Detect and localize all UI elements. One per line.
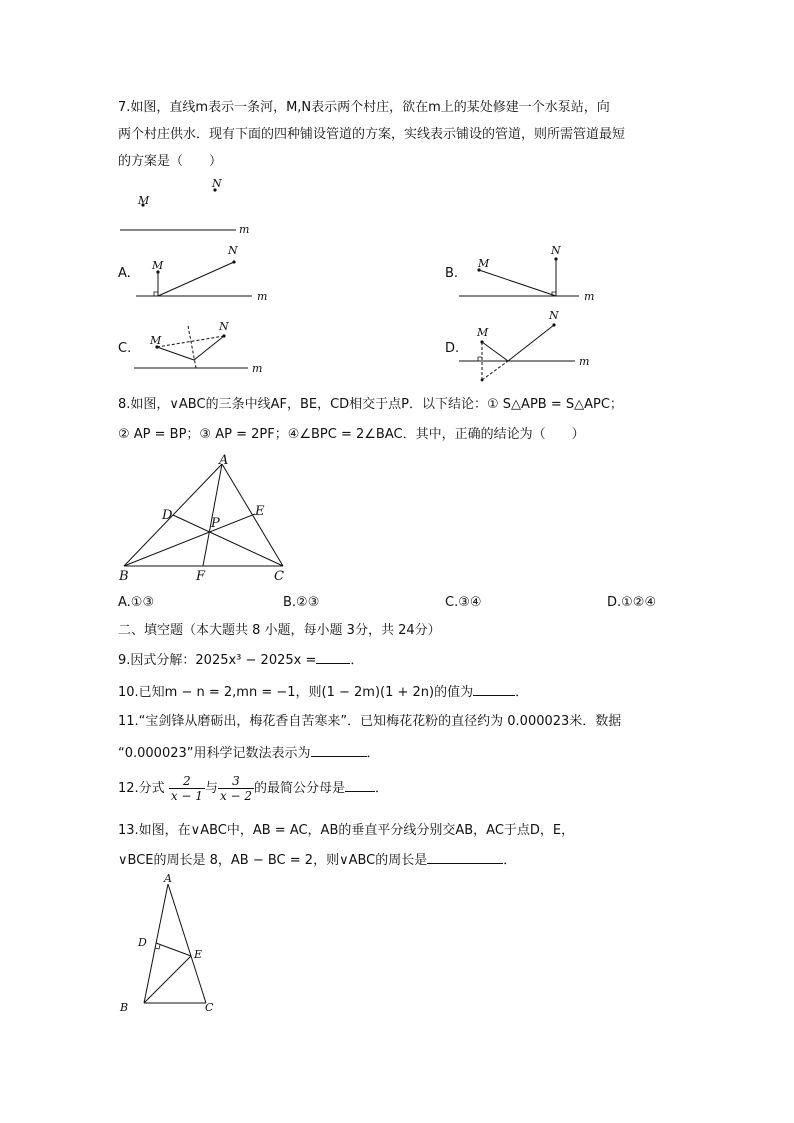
- q8-option-b: B.②③: [283, 595, 320, 610]
- q8-option-a: A.①③: [118, 595, 155, 610]
- q8-triangle-figure: [118, 450, 298, 590]
- svg-text:F: F: [196, 569, 206, 584]
- q12: 12.分式 $\frac{2}{x - 1}$ 与 $\frac{3}{x - 2}$ 的最简公分母是 ．: [118, 774, 389, 803]
- q13-line2: ∨BCE的周长是 8，AB − BC = 2，则∨ABC的周长是 ．: [118, 850, 516, 870]
- svg-text:m: m: [584, 290, 595, 303]
- q7-option-b: B.: [445, 266, 459, 281]
- svg-text:N: N: [228, 244, 238, 257]
- answer-blank[interactable]: [311, 743, 367, 757]
- fraction-1: $\frac{2}{x - 1}$: [170, 774, 203, 803]
- q7-figure-c: [130, 316, 270, 376]
- svg-text:D: D: [138, 936, 147, 949]
- q7-line2: 两个村庄供水．现有下面的四种铺设管道的方案，实线表示铺设的管道，则所需管道最短: [118, 127, 626, 142]
- svg-text:N: N: [219, 320, 229, 333]
- svg-text:C: C: [274, 569, 284, 584]
- q11-line1: 11.“宝剑锋从磨砺出，梅花香自苦寒来”．已知梅花花粉的直径约为 0.000023米．数据: [118, 714, 622, 729]
- q7-figure-a: [130, 243, 270, 303]
- label-m: m: [239, 223, 250, 236]
- answer-blank[interactable]: [345, 778, 375, 792]
- q8-option-d: D.①②④: [607, 595, 657, 610]
- q11-line2: “0.000023”用科学记数法表示为 ．: [118, 743, 380, 763]
- svg-text:A: A: [164, 872, 172, 885]
- answer-blank[interactable]: [427, 850, 503, 864]
- q7-figure-d: [455, 309, 595, 384]
- q7-line1: 7.如图，直线m表示一条河，M,N表示两个村庄，欲在m上的某处修建一个水泵站，向: [118, 100, 610, 115]
- fraction-2: $\frac{3}{x - 2}$: [219, 774, 253, 803]
- svg-text:A: A: [219, 453, 229, 468]
- q13-triangle-figure: [118, 872, 228, 1022]
- svg-text:m: m: [257, 290, 268, 303]
- q13-line1: 13.如图，在∨ABC中，AB = AC，AB的垂直平分线分别交AB，AC于点D，E，: [118, 823, 575, 838]
- svg-text:B: B: [119, 569, 129, 584]
- q8-option-c: C.③④: [445, 595, 482, 610]
- section-2-heading: 二、填空题（本大题共 8 小题，每小题 3分，共 24分）: [118, 623, 441, 638]
- q8-line1: 8.如图，∨ABC的三条中线AF，BE，CD相交于点P．以下结论：① S△APB = S△APC；: [118, 397, 623, 412]
- answer-blank[interactable]: [473, 682, 515, 696]
- svg-text:P: P: [211, 516, 220, 531]
- q9: 9.因式分解：2025x³ − 2025x = ．: [118, 650, 363, 670]
- svg-text:N: N: [549, 309, 559, 322]
- svg-text:M: M: [152, 259, 164, 272]
- q7-option-c: C.: [118, 341, 132, 356]
- svg-text:B: B: [120, 1001, 129, 1014]
- svg-text:M: M: [477, 326, 489, 339]
- svg-text:D: D: [162, 508, 173, 523]
- svg-text:E: E: [194, 948, 203, 961]
- q8-line2: ② AP = BP；③ AP = 2PF；④∠BPC = 2∠BAC．其中，正确的结论为（ ）: [118, 427, 585, 442]
- q10: 10.已知m − n = 2,mn = −1，则(1 − 2m)(1 + 2n)的值为 ．: [118, 682, 528, 702]
- q7-figure-b: [455, 243, 595, 303]
- label-M: M: [138, 194, 150, 207]
- svg-text:N: N: [551, 244, 561, 257]
- q7-option-a: A.: [118, 266, 131, 281]
- svg-text:m: m: [252, 362, 263, 375]
- q7-base-figure: [118, 175, 258, 235]
- q7-line3: 的方案是（ ）: [118, 154, 223, 169]
- label-N: N: [212, 177, 222, 190]
- svg-text:M: M: [478, 257, 490, 270]
- svg-text:E: E: [255, 504, 265, 519]
- svg-text:M: M: [150, 334, 162, 347]
- q7-option-d: D.: [445, 341, 460, 356]
- svg-text:C: C: [205, 1001, 214, 1014]
- answer-blank[interactable]: [316, 650, 350, 664]
- svg-text:m: m: [579, 355, 590, 368]
